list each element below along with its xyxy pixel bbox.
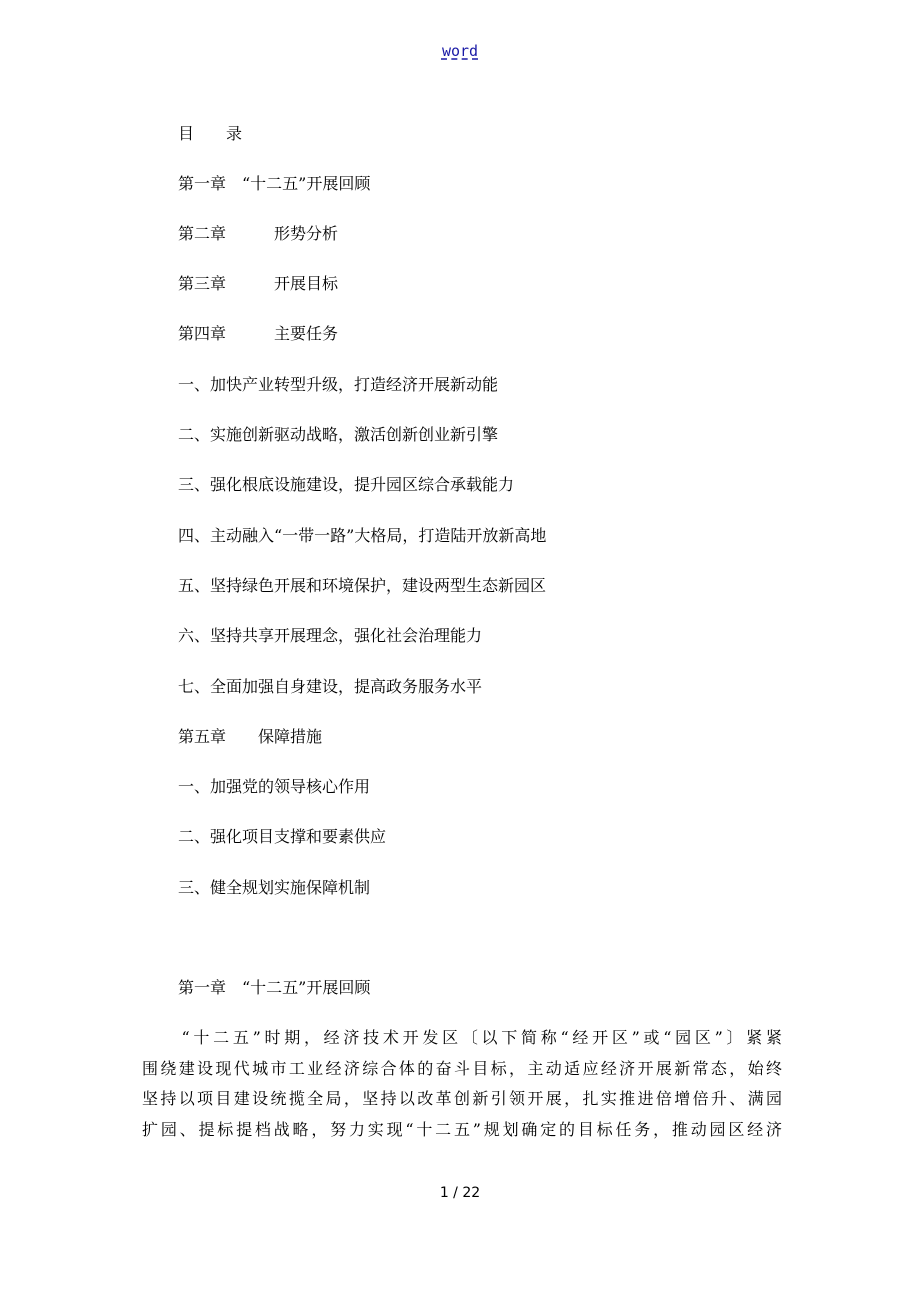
toc-item-chapter-2: 第二章 形势分析 bbox=[178, 224, 339, 243]
paragraph-line: 围绕建设现代城市工业经济综合体的奋斗目标，主动适应经济开展新常态，始终 bbox=[142, 1058, 782, 1078]
toc-item-measure-1: 一、加强党的领导核心作用 bbox=[178, 777, 371, 796]
header-word-link-text[interactable]: word bbox=[441, 42, 479, 60]
toc-item-measure-3: 三、健全规划实施保障机制 bbox=[178, 878, 371, 897]
paragraph-line: 坚持以项目建设统揽全局，坚持以改革创新引领开展，扎实推进倍增倍升、满园 bbox=[142, 1089, 782, 1108]
paragraph-line: 扩园、提标提档战略，努力实现“十二五”规划确定的目标任务，推动园区经济 bbox=[142, 1119, 782, 1139]
header-word-link[interactable] bbox=[0, 40, 920, 62]
toc-item-task-7: 七、全面加强自身建设，提高政务服务水平 bbox=[178, 677, 483, 696]
toc-item-chapter-3: 第三章 开展目标 bbox=[178, 274, 339, 293]
paragraph-line: “十二五”时期，经济技术开发区〔以下简称“经开区”或“园区”〕紧紧 bbox=[142, 1028, 782, 1047]
toc-item-task-5: 五、坚持绿色开展和环境保护，建设两型生态新园区 bbox=[178, 576, 547, 595]
toc-item-task-1: 一、加快产业转型升级，打造经济开展新动能 bbox=[178, 375, 499, 394]
toc-item-measure-2: 二、强化项目支撑和要素供应 bbox=[178, 827, 387, 846]
section-paragraph bbox=[142, 1023, 782, 1145]
toc-item-chapter-1: 第一章 “十二五”开展回顾 bbox=[178, 174, 371, 193]
toc-item-chapter-5: 第五章 保障措施 bbox=[178, 727, 323, 746]
toc-item-task-6: 六、坚持共享开展理念，强化社会治理能力 bbox=[178, 626, 483, 645]
toc-title: 目 录 bbox=[178, 124, 243, 143]
toc-item-task-4: 四、主动融入“一带一路”大格局，打造陆开放新高地 bbox=[178, 526, 547, 545]
toc-item-task-2: 二、实施创新驱动战略，激活创新创业新引擎 bbox=[178, 425, 499, 444]
page-number: 1 / 22 bbox=[439, 1185, 481, 1201]
toc-item-task-3: 三、强化根底设施建设，提升园区综合承载能力 bbox=[178, 475, 515, 494]
toc-item-chapter-4: 第四章 主要任务 bbox=[178, 324, 339, 343]
section-heading: 第一章 “十二五”开展回顾 bbox=[178, 978, 371, 997]
